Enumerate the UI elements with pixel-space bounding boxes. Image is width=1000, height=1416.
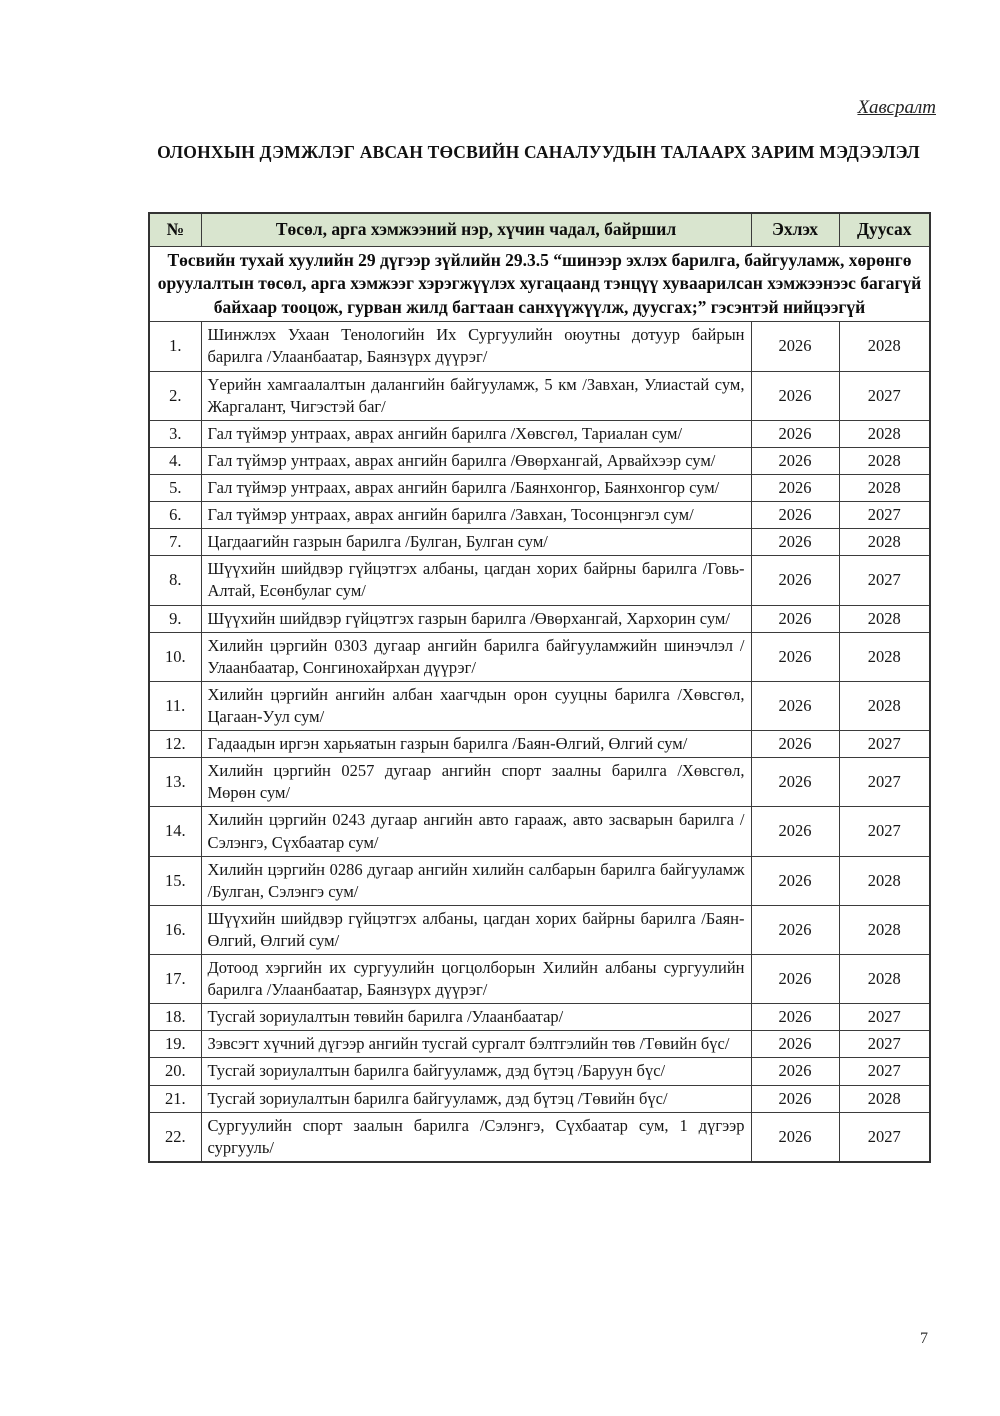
row-number-cell: 4. [149,447,201,474]
start-year-cell: 2026 [751,758,839,807]
table-row [149,807,930,856]
table-row [149,1085,930,1112]
table-row [149,1031,930,1058]
project-name-cell: Гал түймэр унтраах, аврах ангийн барилга /Өвөрхангай, Арвайхээр сум/ [201,447,751,474]
end-year-cell: 2027 [839,556,930,605]
end-year-cell: 2028 [839,1085,930,1112]
end-year-cell: 2028 [839,681,930,730]
end-year-cell: 2028 [839,856,930,905]
row-number-cell: 22. [149,1112,201,1162]
table-row [149,322,930,371]
row-number-cell: 12. [149,731,201,758]
end-year-cell: 2028 [839,322,930,371]
header-start-year: Эхлэх [751,213,839,247]
row-number-cell: 7. [149,529,201,556]
end-year-cell: 2028 [839,632,930,681]
table-row [149,371,930,420]
end-year-cell: 2027 [839,758,930,807]
project-name-cell: Сургуулийн спорт заалын барилга /Сэлэнгэ, Сүхбаатар сум, 1 дүгээр сургууль/ [201,1112,751,1162]
end-year-cell: 2028 [839,447,930,474]
start-year-cell: 2026 [751,502,839,529]
project-name-cell: Тусгай зориулалтын барилга байгууламж, дэд бүтэц /Баруун бүс/ [201,1058,751,1085]
project-name-cell: Тусгай зориулалтын төвийн барилга /Улаанбаатар/ [201,1004,751,1031]
project-name-cell: Цагдаагийн газрын барилга /Булган, Булган сум/ [201,529,751,556]
project-name-cell: Зэвсэгт хүчний дүгээр ангийн тусгай сургалт бэлтгэлийн төв /Төвийн бүс/ [201,1031,751,1058]
start-year-cell: 2026 [751,605,839,632]
project-name-cell: Хилийн цэргийн 0243 дугаар ангийн авто гарааж, авто засварын барилга /Сэлэнгэ, Сүхбаатар сум/ [201,807,751,856]
row-number-cell: 17. [149,955,201,1004]
row-number-cell: 13. [149,758,201,807]
table-row [149,731,930,758]
end-year-cell: 2028 [839,474,930,501]
header-project-name: Төсөл, арга хэмжээний нэр, хүчин чадал, байршил [201,213,751,247]
end-year-cell: 2027 [839,1031,930,1058]
start-year-cell: 2026 [751,420,839,447]
row-number-cell: 3. [149,420,201,447]
table-row [149,905,930,954]
project-name-cell: Хилийн цэргийн 0257 дугаар ангийн спорт заалны барилга /Хөвсгөл, Мөрөн сум/ [201,758,751,807]
table-row [149,420,930,447]
table-row [149,1058,930,1085]
project-name-cell: Тусгай зориулалтын барилга байгууламж, дэд бүтэц /Төвийн бүс/ [201,1085,751,1112]
end-year-cell: 2028 [839,905,930,954]
table-row [149,1004,930,1031]
project-name-cell: Шүүхийн шийдвэр гүйцэтгэх газрын барилга /Өвөрхангай, Хархорин сум/ [201,605,751,632]
row-number-cell: 6. [149,502,201,529]
budget-law-note: Төсвийн тухай хуулийн 29 дүгээр зүйлийн 29.3.5 “шинээр эхлэх барилга, байгууламж, хөрөнгө оруулалтын төсөл, арга хэмжээг хэрэгжүүлэх хугацаанд тэнцүү хуваарилсан хэмжээнээс багагүй байхаар тооцож, гурван жилд багтаан санхүүжүүлж, дуусгах;” гэсэнтэй нийцээгүй [149,247,930,322]
row-number-cell: 20. [149,1058,201,1085]
header-number: № [149,213,201,247]
start-year-cell: 2026 [751,1031,839,1058]
note-row [149,247,930,322]
project-name-cell: Шүүхийн шийдвэр гүйцэтгэх албаны, цагдан хорих байрны барилга /Баян-Өлгий, Өлгий сум/ [201,905,751,954]
start-year-cell: 2026 [751,474,839,501]
table-row [149,529,930,556]
start-year-cell: 2026 [751,681,839,730]
table-row [149,955,930,1004]
header-end-year: Дуусах [839,213,930,247]
annotation-label: Хавсралт [857,97,936,118]
project-name-cell: Гал түймэр унтраах, аврах ангийн барилга /Баянхонгор, Баянхонгор сум/ [201,474,751,501]
start-year-cell: 2026 [751,556,839,605]
start-year-cell: 2026 [751,322,839,371]
start-year-cell: 2026 [751,632,839,681]
start-year-cell: 2026 [751,955,839,1004]
table-row [149,1112,930,1162]
row-number-cell: 2. [149,371,201,420]
end-year-cell: 2028 [839,605,930,632]
row-number-cell: 14. [149,807,201,856]
table-row [149,856,930,905]
row-number-cell: 5. [149,474,201,501]
table-row [149,681,930,730]
table-row [149,447,930,474]
table-header-row [149,213,930,247]
start-year-cell: 2026 [751,856,839,905]
end-year-cell: 2027 [839,1112,930,1162]
project-name-cell: Хилийн цэргийн 0286 дугаар ангийн хилийн салбарын барилга байгууламж /Булган, Сэлэнгэ сум/ [201,856,751,905]
project-name-cell: Гал түймэр унтраах, аврах ангийн барилга /Завхан, Тосонцэнгэл сум/ [201,502,751,529]
table-row [149,758,930,807]
row-number-cell: 19. [149,1031,201,1058]
page-number: 7 [920,1330,928,1347]
row-number-cell: 8. [149,556,201,605]
end-year-cell: 2028 [839,529,930,556]
start-year-cell: 2026 [751,371,839,420]
table-row [149,632,930,681]
start-year-cell: 2026 [751,905,839,954]
project-name-cell: Шүүхийн шийдвэр гүйцэтгэх албаны, цагдан хорих байрны барилга /Говь-Алтай, Есөнбулаг сум/ [201,556,751,605]
start-year-cell: 2026 [751,731,839,758]
end-year-cell: 2028 [839,955,930,1004]
page-title: ОЛОНХЫН ДЭМЖЛЭГ АВСАН ТӨСВИЙН САНАЛУУДЫН ТАЛААРХ ЗАРИМ МЭДЭЭЛЭЛ [157,142,920,162]
project-name-cell: Гадаадын иргэн харьяатын газрын барилга /Баян-Өлгий, Өлгий сум/ [201,731,751,758]
row-number-cell: 16. [149,905,201,954]
row-number-cell: 15. [149,856,201,905]
row-number-cell: 11. [149,681,201,730]
table-row [149,605,930,632]
end-year-cell: 2027 [839,502,930,529]
start-year-cell: 2026 [751,1004,839,1031]
row-number-cell: 1. [149,322,201,371]
start-year-cell: 2026 [751,807,839,856]
project-name-cell: Дотоод хэргийн их сургуулийн цогцолборын Хилийн албаны сургуулийн барилга /Улаанбаатар, Баянзүрх дүүрэг/ [201,955,751,1004]
start-year-cell: 2026 [751,529,839,556]
project-name-cell: Үерийн хамгаалалтын далангийн байгууламж, 5 км /Завхан, Улиастай сум, Жаргалант, Чигэстэй баг/ [201,371,751,420]
start-year-cell: 2026 [751,1058,839,1085]
project-name-cell: Гал түймэр унтраах, аврах ангийн барилга /Хөвсгөл, Тариалан сум/ [201,420,751,447]
row-number-cell: 10. [149,632,201,681]
end-year-cell: 2027 [839,1004,930,1031]
table-row [149,474,930,501]
end-year-cell: 2027 [839,1058,930,1085]
table-row [149,502,930,529]
projects-table [148,212,931,1163]
start-year-cell: 2026 [751,447,839,474]
end-year-cell: 2027 [839,371,930,420]
end-year-cell: 2027 [839,807,930,856]
start-year-cell: 2026 [751,1085,839,1112]
table-row [149,556,930,605]
end-year-cell: 2027 [839,731,930,758]
row-number-cell: 21. [149,1085,201,1112]
row-number-cell: 9. [149,605,201,632]
end-year-cell: 2028 [839,420,930,447]
table-body [149,247,930,1162]
start-year-cell: 2026 [751,1112,839,1162]
project-name-cell: Шинжлэх Ухаан Тенологийн Их Сургуулийн оюутны дотуур байрын барилга /Улаанбаатар, Баянзүрх дүүрэг/ [201,322,751,371]
project-name-cell: Хилийн цэргийн 0303 дугаар ангийн барилга байгууламжийн шинэчлэл /Улаанбаатар, Сонгинохайрхан дүүрэг/ [201,632,751,681]
project-name-cell: Хилийн цэргийн ангийн албан хаагчдын орон сууцны барилга /Хөвсгөл, Цагаан-Уул сум/ [201,681,751,730]
row-number-cell: 18. [149,1004,201,1031]
